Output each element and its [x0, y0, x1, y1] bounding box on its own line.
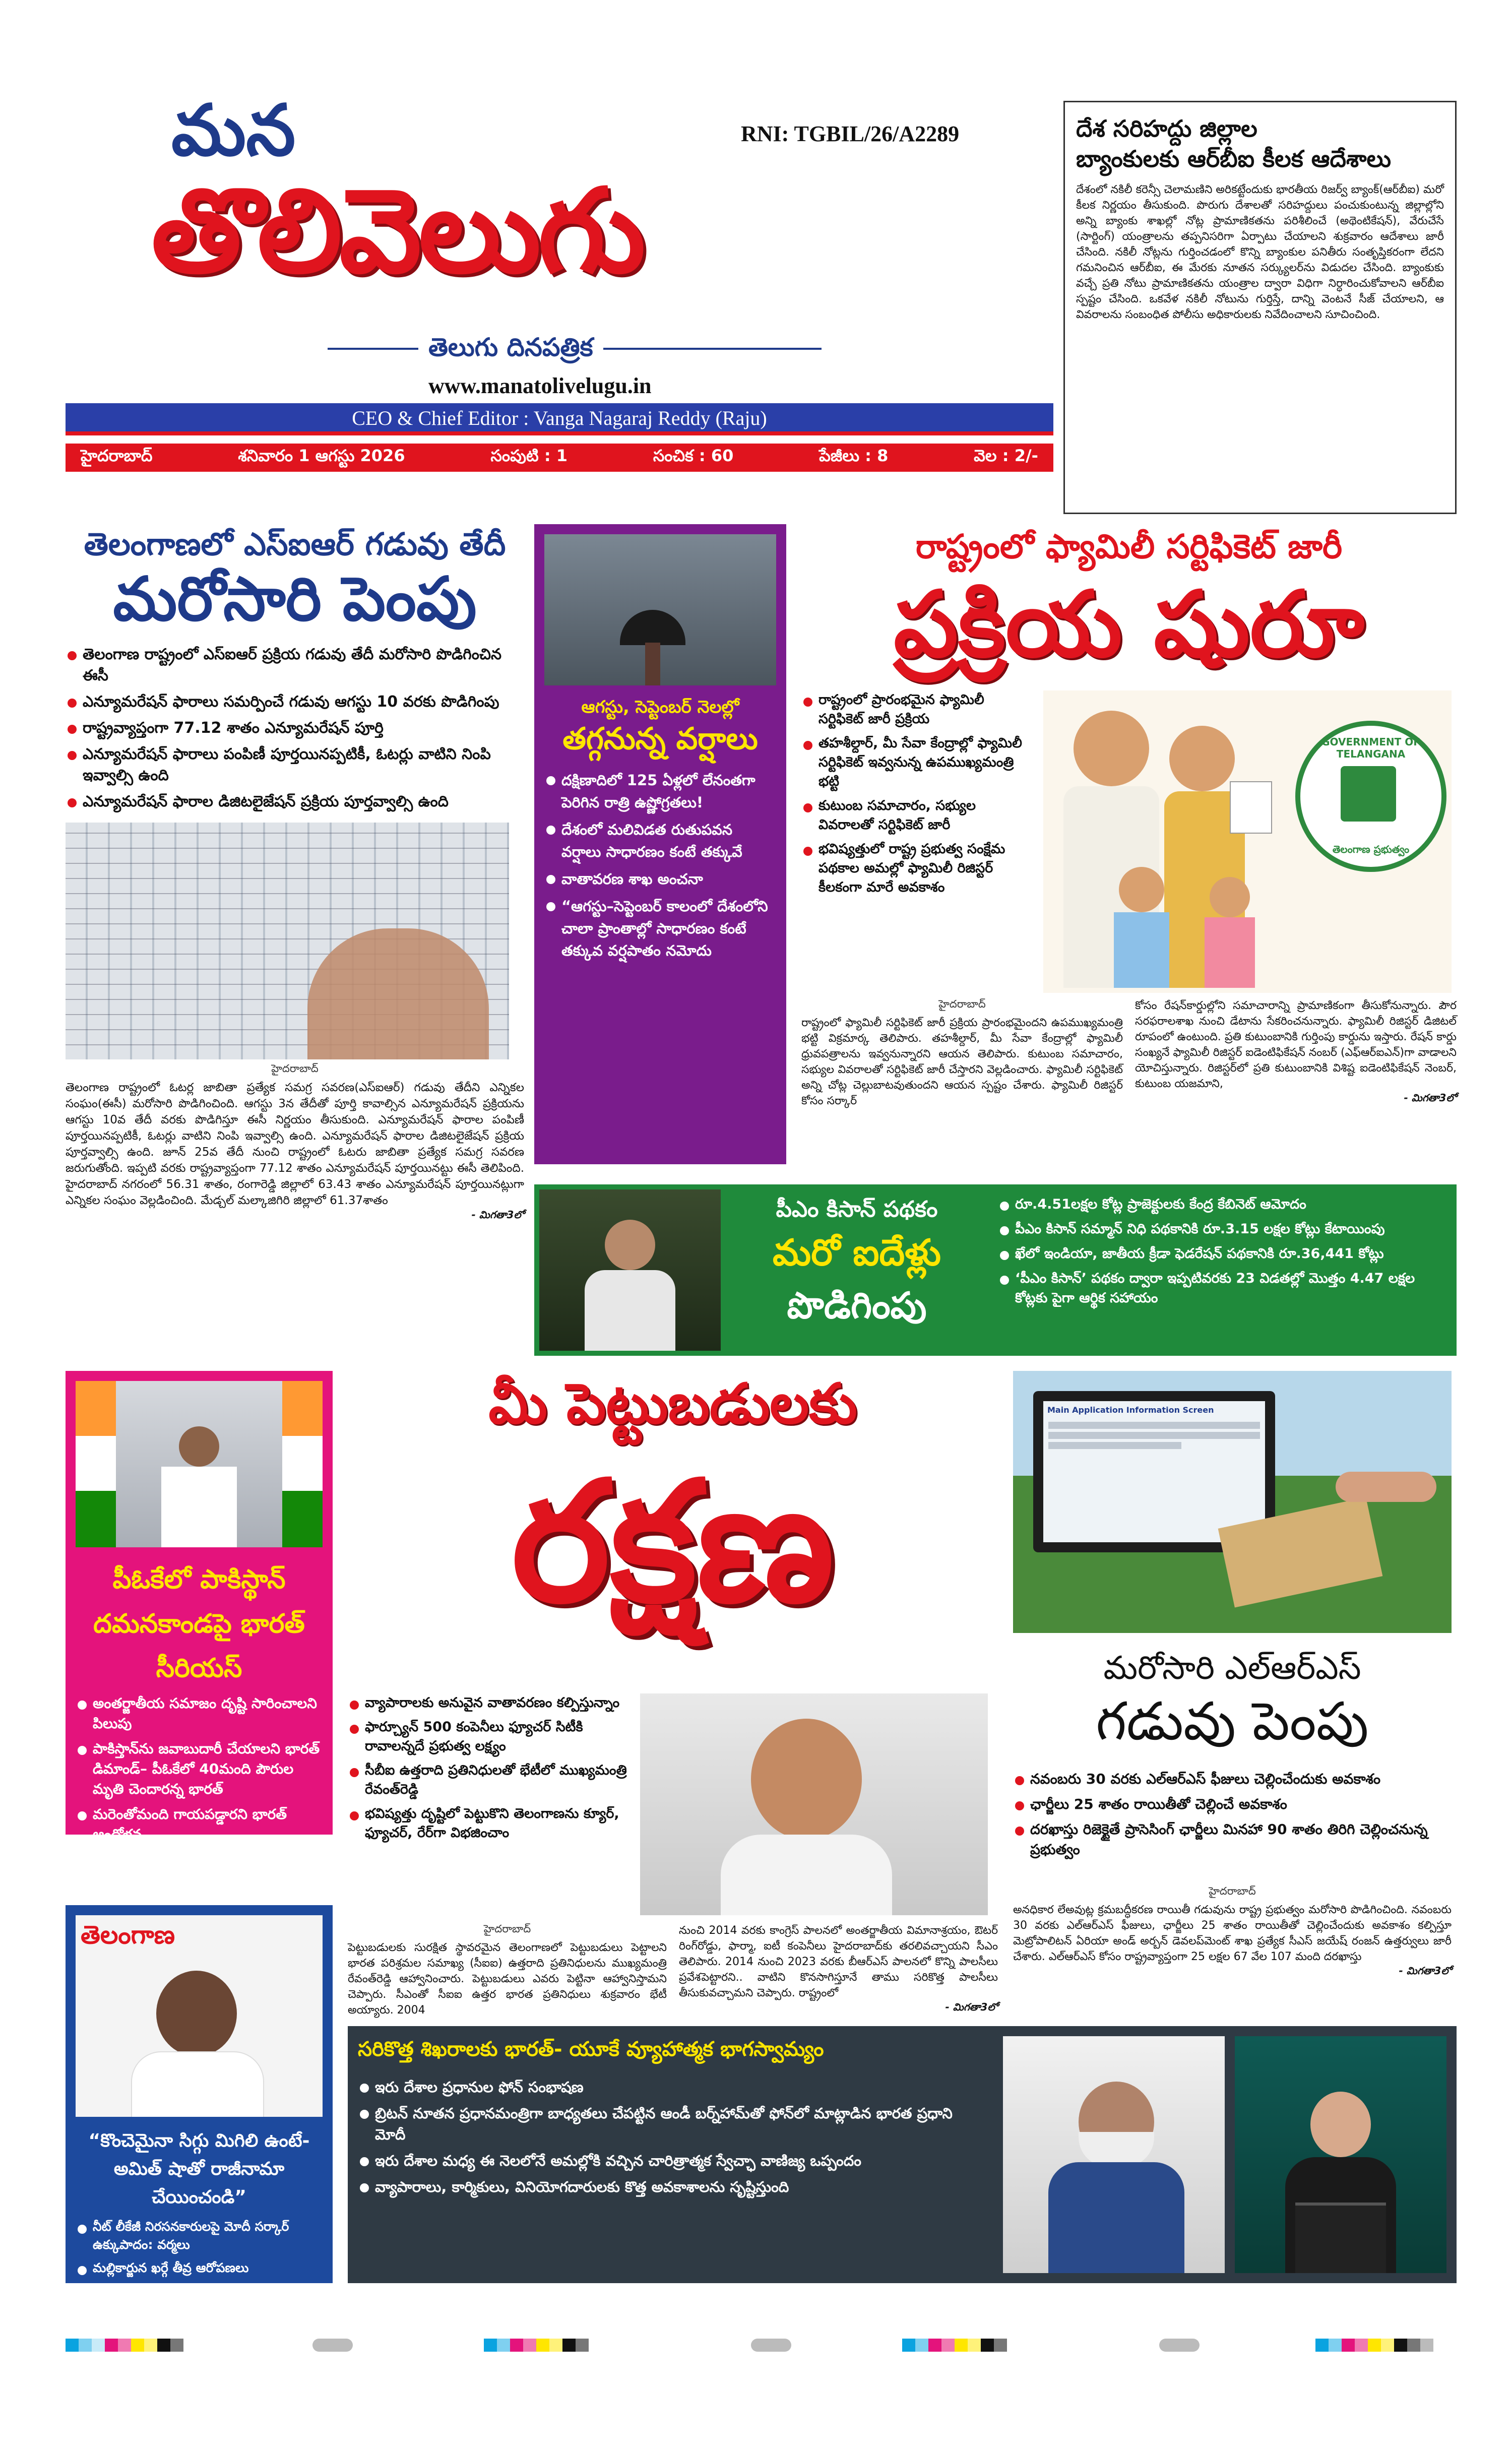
- bullet-item: మరెంతోమంది గాయపడ్డారని భారత్ ఆందోళన: [76, 1804, 323, 1845]
- invest-body-right: నుంచి 2014 వరకు కాంగ్రెస్ పాలనలో అంతర్జాతీయ విమానాశ్రయం, ఔటర్ రింగ్‌రోడ్డు, ఫార్మా, ఐటీ కంపెనీలు హైదరాబాద్‌కు తరలివచ్చాయని సీఎం తెలిపారు. 2014 నుంచి 2023 వరకు బీఆర్ఎస్ పాలనలో కొన్ని పాలసీలు ప్రవేశపెట్టారని.. వాటిని కొనసాగిస్తూనే తాము సరికొత్త పాలసీలు తీసుకువచ్చామని చెప్పారు. రాష్ట్రంలో: [679, 1924, 998, 1999]
- family-continued: - మిగతా3లో: [1404, 1092, 1457, 1104]
- pok-photo: [76, 1381, 323, 1547]
- color-bar-left: [66, 2339, 183, 2352]
- bullet-item: ఎన్యూమరేషన్ ఫారాలు పంపిణీ పూర్తయినప్పటికీ, ఓటర్లు వాటిని నింపి ఇవ్వాల్సి ఉంది: [66, 744, 524, 786]
- kharge-bullets: [76, 2218, 323, 2282]
- bullet-item: పాకిస్తాన్‌ను జవాబుదారీ చేయాలని భారత్ డిమాండ్– పీఓకేలో 40మంది పౌరుల మృతి చెందారన్న భారత్: [76, 1739, 323, 1799]
- family-dateline: హైదరాబాద్: [938, 998, 986, 1010]
- bullet-item: నీట్ లీకేజీ నిరసనకారులపై మోదీ సర్కార్ ఉక్కుపాదం: వర్మలు: [76, 2218, 323, 2254]
- bullet-item: అంతర్జాతీయ సమాజం దృష్టి సారించాలని పిలుపు: [76, 1693, 323, 1734]
- sir-bullets: [66, 644, 524, 812]
- bullet-item: వ్యాపారాలు, కార్మికులు, వినియోగదారులకు కొత్త అవకాశాలను సృష్టిస్తుంది: [358, 2176, 983, 2197]
- rain-kicker: ఆగస్టు, సెప్టెంబర్ నెలల్లో: [581, 697, 739, 717]
- bullet-item: ఛార్జీలు 25 శాతం రాయితీతో చెల్లించే అవకాశం: [1013, 1794, 1452, 1814]
- kisan-story: [534, 1184, 1457, 1356]
- family-kicker: రాష్ట్రంలో ఫ్యామిలీ సర్టిఫికెట్ జారీ: [915, 527, 1343, 566]
- emblem-sub: తెలంగాణ ప్రభుత్వం: [1332, 843, 1410, 855]
- bullet-item: రూ.4.51లక్షల కోట్ల ప్రాజెక్టులకు కేంద్ర కేబినెట్ ఆమోదం: [998, 1194, 1446, 1214]
- father-figure: [1074, 711, 1149, 786]
- bullet-item: ఖేలో ఇండియా, జాతీయ క్రీడా ఫెడరేషన్ పథకానికి రూ.36,441 కోట్లు: [998, 1244, 1446, 1264]
- bullet-item: సీబీఐ ఉత్తరాది ప్రతినిధులతో భేటీలో ముఖ్యమంత్రి రేవంత్‌రెడ్డి: [348, 1761, 630, 1799]
- bullet-item: మల్లికార్జున ఖర్గే తీవ్ర ఆరోపణలు: [76, 2259, 323, 2277]
- dateline-volume: సంపుటి : 1: [490, 446, 568, 465]
- bullet-item: దరఖాస్తు రిజెక్టైతే ప్రాసెసింగ్ ఛార్జీలు మినహా 90 శాతం తిరిగి చెల్లించనున్న ప్రభుత్వం: [1013, 1819, 1452, 1860]
- lrs-headline: గడువు పెంపు: [1096, 1690, 1369, 1752]
- rbi-headline-1: దేశ సరిహద్దు జిల్లాల: [1076, 115, 1257, 142]
- kisan-kicker: పీఎం కిసాన్ పథకం: [776, 1197, 938, 1222]
- bullet-item: ‘పీఎం కిసాన్’ పథకం ద్వారా ఇప్పటివరకు 23 విడతల్లో మొత్తం 4.47 లక్షల కోట్లకు పైగా ఆర్థిక సహాయం: [998, 1269, 1446, 1308]
- dateline-price: వెల : 2/-: [974, 446, 1038, 465]
- registration-mark: [1159, 2339, 1200, 2352]
- kisan-headline-1: మరో ఐదేళ్లు: [773, 1231, 941, 1274]
- invest-story: [348, 1371, 998, 2017]
- invest-kicker: మీ పెట్టుబడులకు: [488, 1371, 857, 1436]
- bullet-item: తెలంగాణ రాష్ట్రంలో ఎస్‌ఐఆర్ ప్రక్రియ గడువు తేదీ మరోసారి పొడిగించిన ఈసీ: [66, 644, 524, 686]
- sir-story: [66, 524, 524, 1381]
- bullet-item: దక్షిణాదిలో 125 ఏళ్లలో లేనంతగా పెరిగిన రాత్రి ఉష్ణోగ్రతలు!: [544, 769, 776, 813]
- family-body: [801, 998, 1457, 1159]
- registration-mark: [312, 2339, 353, 2352]
- invest-continued: - మిగతా3లో: [945, 2001, 998, 2013]
- rain-bullets: [544, 769, 776, 962]
- bullet-item: పీఎం కిసాన్ సమ్మాన్ నిధి పథకానికి రూ.3.15 లక్షల కోట్లు కేటాయింపు: [998, 1219, 1446, 1239]
- dateline-issue: సంచిక : 60: [653, 446, 734, 465]
- uk-headline: సరికొత్త శిఖరాలకు భారత్- యూకే వ్యూహాత్మక భాగస్వామ్యం: [358, 2038, 824, 2061]
- bullet-item: నవంబరు 30 వరకు ఎల్‌ఆర్‌ఎస్ ఫీజులు చెల్లించేందుకు అవకాశం: [1013, 1769, 1452, 1789]
- kisan-bullets: [998, 1194, 1446, 1313]
- color-bar-right: [1315, 2339, 1433, 2352]
- masthead: [66, 71, 1053, 489]
- sir-headline: మరోసారి పెంపు: [113, 564, 477, 635]
- uk-bullets: [358, 2077, 983, 2203]
- bullet-item: ఎన్యూమరేషన్ ఫారాలు సమర్పించే గడువు ఆగస్టు 10 వరకు పొడిగింపు: [66, 691, 524, 713]
- family-bullets: [801, 690, 1033, 902]
- child-figure: [1119, 867, 1164, 912]
- bullet-item: వాతావరణ శాఖ అంచనా: [544, 868, 776, 890]
- family-body-left: రాష్ట్రంలో ఫ్యామిలీ సర్టిఫికెట్ జారీ ప్రక్రియ ప్రారంభమైందని ఉపముఖ్యమంత్రి భట్టి విక్రమార్క తెలిపారు. తహశీల్దార్, మీ సేవా కేంద్రాల్లో ఫ్యామిలీ ధ్రువపత్రాలను ఇవ్వనున్నారని ఆయన తెలిపారు. కుటుంబ సమాచారం, సభ్యుల వివరాలతో సర్టిఫికెట్ జారీ చేస్తారని వెల్లడించారు. ఫ్యామిలీ సర్టిఫికెట్ అన్ని చోట్ల చెల్లుబాటవుతుందని ఆయన స్పష్టం చేశారు. ఫ్యామిలీ రిజిస్టర్ కోసం సర్కార్: [801, 1017, 1123, 1107]
- kisan-title-box: [731, 1194, 983, 1331]
- kharge-photo: [76, 1915, 323, 2117]
- mother-figure: [1169, 726, 1235, 791]
- lrs-story: [1008, 1371, 1457, 2011]
- bullet-item: దేశంలో మలివిడత రుతుపవన వర్షాలు సాధారణం కంటే తక్కువే: [544, 819, 776, 863]
- rain-headline: తగ్గనున్న వర్షాలు: [562, 721, 758, 757]
- dateline-date: శనివారం 1 ఆగస్టు 2026: [238, 446, 405, 465]
- bullet-item: ఇరు దేశాల మధ్య ఈ నెలలోనే అమల్లోకి వచ్చిన చారిత్రాత్మక స్వేచ్ఛా వాణిజ్య ఒప్పందం: [358, 2150, 983, 2171]
- masthead-title: తొలివెలుగు: [151, 164, 643, 299]
- kharge-quote: “కొంచెమైనా సిగ్గు మిగిలి ఉంటే- అమిత్ షాతో రాజీనామా చేయించండి”: [88, 2130, 310, 2208]
- voter-forms-photo: [66, 823, 509, 1059]
- modi-photo: [1003, 2036, 1225, 2273]
- dateline-bar: [66, 444, 1053, 472]
- family-illustration: [1043, 690, 1452, 993]
- sir-dateline: హైదరాబాద్: [271, 1062, 319, 1075]
- uk-story: [348, 2026, 1457, 2283]
- kisan-headline-2: పొడిగింపు: [787, 1284, 927, 1327]
- lrs-bullets: [1013, 1769, 1452, 1865]
- kharge-backdrop: తెలంగాణ: [81, 1920, 175, 1949]
- lrs-body: అనధికార లేఅవుట్ల క్రమబద్ధీకరణ రాయితీ గడువును రాష్ట్ర ప్రభుత్వం మరోసారి పొడిగించింది. నవంబరు 30 వరకు ఎల్‌ఆర్‌ఎస్ ఫీజులు, ఛార్జీలు 25 శాతం రాయితీతో చెల్లించేందుకు అవకాశం కల్పిస్తూ మెట్రోపాలిటన్ ఏరియా అండ్ అర్బన్ డెవలప్‌మెంట్ శాఖ ప్రత్యేక సీఎస్ జయేష్ రంజన్ ఉత్తర్వులు జారీ చేశారు. ఎల్‌ఆర్‌ఎస్ కోసం రాష్ట్రవ్యాప్తంగా 25 లక్షల 67 వేల 107 మంది దరఖాస్తు: [1013, 1904, 1452, 1963]
- invest-body-left: పెట్టుబడులకు సురక్షిత స్థావరమైన తెలంగాణలో పెట్టుబడులు పెట్టాలని భారత పరిశ్రమల సమాఖ్య (సీఐఐ) ఉత్తరాది ప్రతినిధులను ముఖ్యమంత్రి రేవంత్‌రెడ్డి ఆహ్వానించారు. పెట్టుబడులు ఎవరు పెట్టినా ఆహ్వానిస్తామని చెప్పారు. సీఎంతో సీఐఐ ఉత్తర భారత ప్రతినిధులు శుక్రవారం భేటీ అయ్యారు. 2004: [348, 1941, 667, 2017]
- bullet-item: బ్రిటన్ నూతన ప్రధానమంత్రిగా బాధ్యతలు చేపట్టిన ఆండీ బర్న్‌హామ్‌తో ఫోన్‌లో మాట్లాడిన భారత ప్రధాని మోదీ: [358, 2103, 983, 2145]
- cm-photo: [640, 1693, 988, 1915]
- rain-kicker-box: [544, 696, 776, 967]
- bullet-item: కుటుంబ సమాచారం, సభ్యుల వివరాలతో సర్టిఫికెట్ జారీ: [801, 796, 1033, 835]
- bullet-item: రాష్ట్రంలో ప్రారంభమైన ఫ్యామిలీ సర్టిఫికెట్ జారీ ప్రక్రియ: [801, 690, 1033, 729]
- burnham-photo: [1235, 2036, 1446, 2273]
- lrs-screen-title: Main Application Information Screen: [1047, 1405, 1214, 1415]
- family-body-right: కోసం రేషన్‌కార్డుల్లోని సమాచారాన్ని ప్రామాణికంగా తీసుకోనున్నారు. పౌర సరఫరాలశాఖ నుంచి డేటాను సేకరించనున్నారు. ఫ్యామిలీ రిజిస్టర్ డిజిటల్ రూపంలో ఉంటుంది. ప్రతి కుటుంబానికి గుర్తింపు కార్డును ఇస్తారు. రేషన్ కార్డు సంఖ్యనే ఫ్యామిలీ రిజిస్టర్ ఐడెంటిఫికేషన్ నంబర్ (ఎఫ్ఆర్ఐఎన్)గా వాడాలని యోచిస్తున్నారు. రిజిస్టర్‌లో ప్రతి కుటుంబానికి విశిష్ట ఐడెంటిఫికేషన్ నెంబర్, కుటుంబ యజమాని,: [1135, 999, 1457, 1090]
- family-headline: ప్రక్రియ షురూ: [894, 572, 1364, 677]
- masthead-tagline: తెలుగు దినపత్రిక: [418, 333, 603, 368]
- lrs-screen: [1043, 1401, 1265, 1542]
- bullet-item: ఎన్యూమరేషన్ ఫారాల డిజిటలైజేషన్ ప్రక్రియ పూర్తవ్వాల్సి ఉంది: [66, 791, 524, 812]
- editor-bar: [66, 403, 1053, 435]
- pok-bullets: [76, 1693, 323, 1850]
- dateline-pages: పేజీలు : 8: [819, 446, 889, 465]
- color-bar-center-2: [902, 2339, 1007, 2352]
- invest-dateline: హైదరాబాద్: [483, 1923, 531, 1935]
- rain-photo: [544, 534, 776, 685]
- kharge-story: [66, 1905, 333, 2283]
- rni-number: RNI: TGBIL/26/A2289: [741, 121, 960, 146]
- bullet-item: “ఆగస్టు–సెప్టెంబర్ కాలంలో దేశంలోని చాలా ప్రాంతాల్లో సాధారణం కంటే తక్కువ వర్షపాతం నమోదు: [544, 895, 776, 962]
- color-bar-center: [484, 2339, 589, 2352]
- kisan-photo: [539, 1189, 721, 1351]
- lrs-dateline: హైదరాబాద్: [1209, 1885, 1256, 1897]
- bullet-item: తహశీల్దార్, మీ సేవా కేంద్రాల్లో ఫ్యామిలీ సర్టిఫికెట్ ఇవ్వనున్న ఉపముఖ్యమంత్రి భట్టి: [801, 734, 1033, 791]
- bullet-item: భవిష్యత్తులో రాష్ట్ర ప్రభుత్వ సంక్షేమ పథకాల అమల్లో ఫ్యామిలీ రిజిస్టర్ కీలకంగా మారే అవకాశం: [801, 840, 1033, 897]
- pok-story: [66, 1371, 333, 1843]
- sir-continued: - మిగతా3లో: [471, 1209, 524, 1221]
- masthead-small-title: మన: [171, 90, 296, 172]
- invest-headline: రక్షణ: [511, 1445, 835, 1639]
- bullet-item: వ్యాపారాలకు అనువైన వాతావరణం కల్పిస్తున్నాం: [348, 1693, 630, 1713]
- telangana-emblem: [1295, 721, 1446, 872]
- rbi-body: దేశంలో నకిలీ కరెన్సీ చెలామణిని అరికట్టేందుకు భారతీయ రిజర్వ్ బ్యాంక్(ఆర్‌బీఐ) మరో కీలక నిర్ణయం తీసుకుంది. పొరుగు దేశాలతో సరిహద్దులు పంచుకుంటున్న జిల్లాల్లోని అన్ని బ్యాంకు శాఖల్లో నోట్ల ప్రామాణికతను పరిశీలించే (అథెంటికేషన్), వేరుచేసే (సార్టింగ్) యంత్రాలను తప్పనిసరిగా ఏర్పాటు చేయాలని శుక్రవారం ఆదేశాలు జారీ చేసింది. నకిలీ నోట్లను గుర్తించడంలో కొన్ని బ్యాంకుల పనితీరు సంతృప్తికరంగా లేదని గమనించిన ఆర్‌బీఐ, ఈ మేరకు నూతన సర్క్యులర్‌ను విడుదల చేసింది. బ్యాంకుకు వచ్చే ప్రతి నోటు ప్రామాణికతను యంత్రాల ద్వారా విధిగా నిర్ధారించుకోవాలని ఆర్‌బీఐ స్పష్టం చేసింది. ఒకవేళ నకిలీ నోటును గుర్తిస్తే, దాన్ని వెంటనే సీజ్‌ చేయాలని, ఆ వివరాలను సంబంధిత పోలీసు అధికారులకు నివేదించాలని సూచించింది.: [1076, 183, 1444, 321]
- sir-kicker: తెలంగాణలో ఎస్‌ఐఆర్ గడువు తేదీ: [84, 526, 506, 562]
- invest-bullets: [348, 1693, 630, 1848]
- rain-story: [534, 524, 786, 1164]
- emblem-text: GOVERNMENT OF TELANGANA: [1321, 736, 1420, 760]
- editor-line: CEO & Chief Editor : Vanga Nagaraj Reddy (Raju): [352, 407, 767, 429]
- bullet-item: రాష్ట్రవ్యాప్తంగా 77.12 శాతం ఎన్యూమరేషన్ పూర్తి: [66, 718, 524, 739]
- certificate-doc: [1230, 781, 1272, 834]
- lrs-continued: - మిగతా3లో: [1399, 1965, 1452, 1977]
- pok-headline: పీఓకేలో పాకిస్థాన్ దమనకాండపై భారత్ సీరియస్: [93, 1564, 305, 1683]
- registration-mark: [751, 2339, 791, 2352]
- rbi-story: [1063, 101, 1457, 514]
- bullet-item: ఇరు దేశాల ప్రధానుల ఫోన్ సంభాషణ: [358, 2077, 983, 2098]
- lrs-photo: [1013, 1371, 1452, 1633]
- rbi-headline-2: బ్యాంకులకు ఆర్‌బీఐ కీలక ఆదేశాలు: [1076, 145, 1392, 172]
- bullet-item: భవిష్యత్తు దృష్టిలో పెట్టుకొని తెలంగాణను క్యూర్, ఫ్యూచర్, రేర్‌గా విభజించాం: [348, 1804, 630, 1843]
- invest-body: [348, 1923, 998, 2018]
- bullet-item: ఫార్చ్యూన్ 500 కంపెనీలు ఫ్యూచర్ సిటీకి రావాలన్నదే ప్రభుత్వ లక్ష్యం: [348, 1718, 630, 1756]
- website[interactable]: www.manatolivelugu.in: [428, 373, 652, 398]
- dateline-city: హైదరాబాద్: [81, 446, 153, 465]
- sir-body: తెలంగాణ రాష్ట్రంలో ఓటర్ల జాబితా ప్రత్యేక సమగ్ర సవరణ(ఎస్‌ఐఆర్) గడువు తేదీని ఎన్నికల సంఘం(ఈసీ) మరోసారి పొడిగించింది. ఆగస్టు 3న తేదీతో పూర్తి కావాల్సిన ఎన్యూమరేషన్ ప్రక్రియను ఆగస్టు 10వ తేదీ వరకు పొడిగిస్తూ ఈసీ నిర్ణయం తీసుకుంది. ఎన్యూమరేషన్ ఫారాల పంపిణీ పూర్తయినప్పటికీ, ఓటర్లు వాటిని నింపి ఇవ్వాల్సి ఉంది. ఎన్యూమరేషన్ ఫారాల డిజిటలైజేషన్ ప్రక్రియ పూర్తవ్వాల్సి ఉంది. జూన్ 25వ తేదీ నుంచి రాష్ట్రంలో ఓటరు జాబితా ప్రత్యేక సమగ్ర సవరణ జరుగుతోంది. ఇప్పటి వరకు రాష్ట్రవ్యాప్తంగా 77.12 శాతం ఎన్యూమరేషన్ పూర్తయినట్టు ఈసీ తెలిపింది. హైదరాబాద్ నగరంలో 56.31 శాతం, రంగారెడ్డి జిల్లాలో 63.43 శాతం ఎన్యూమరేషన్ పూర్తయినట్లుగా ఎన్నికల సంఘం వెల్లడించింది. మేడ్చల్ మల్కాజిగిరి జిల్లాలో 61.37శాతం: [66, 1081, 524, 1207]
- lrs-kicker: మరోసారి ఎల్‌ఆర్‌ఎస్: [1103, 1650, 1361, 1687]
- family-story: [801, 524, 1457, 1164]
